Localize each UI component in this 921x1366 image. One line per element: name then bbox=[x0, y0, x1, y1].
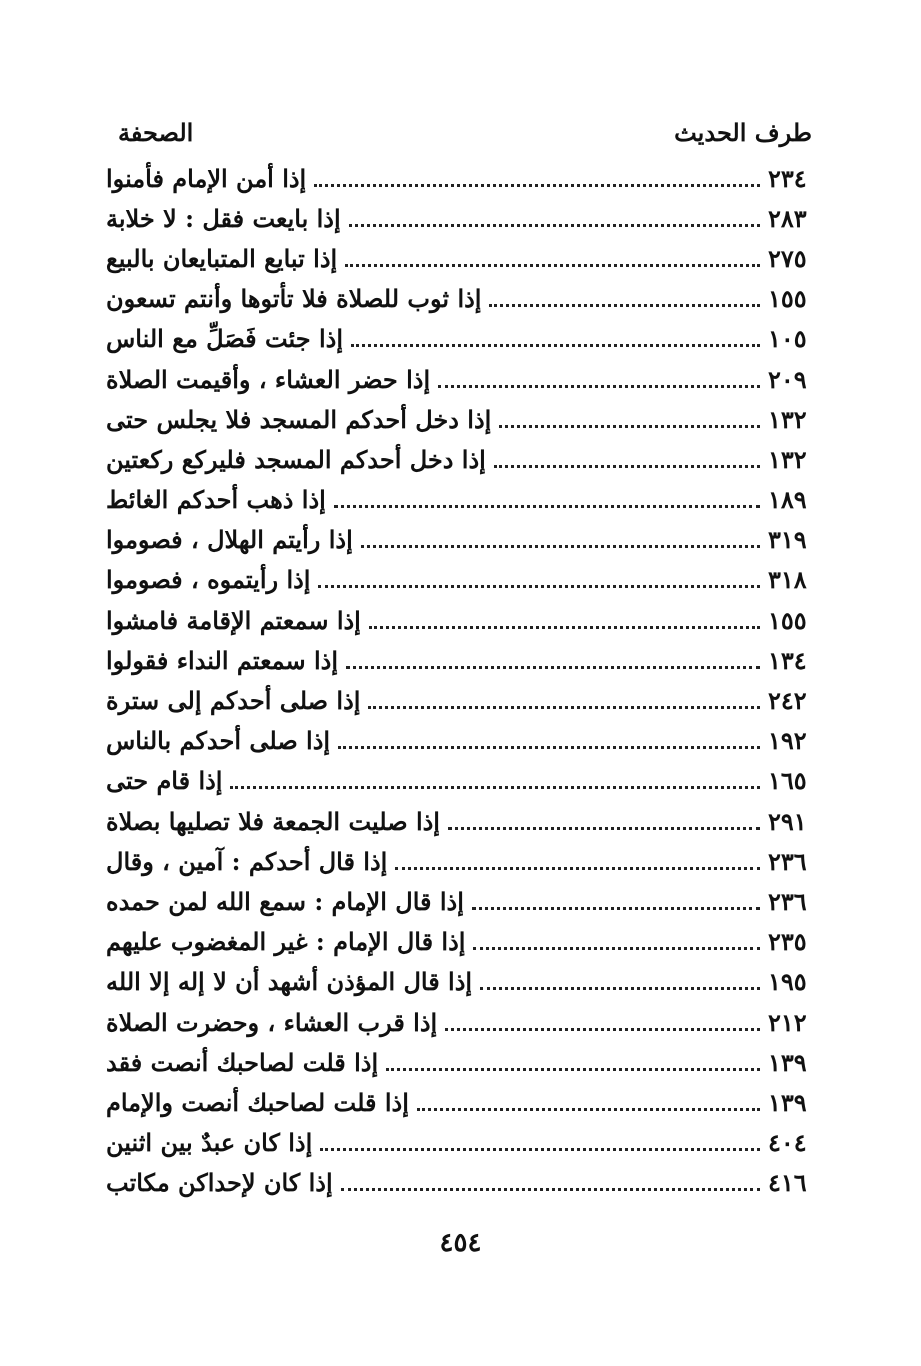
entry-page-number: ١٥٥ bbox=[768, 284, 807, 314]
index-entry bbox=[106, 962, 812, 1002]
dot-leader bbox=[417, 1108, 760, 1111]
entry-page-number: ٣١٨ bbox=[768, 565, 807, 595]
entry-page-number: ١٣٩ bbox=[768, 1047, 807, 1077]
column-title-page: الصحفة bbox=[118, 118, 194, 147]
dot-leader bbox=[386, 1068, 760, 1071]
entry-text: إذا كان عبدٌ بين اثنين bbox=[106, 1128, 313, 1158]
entry-text: إذا بايعت فقل : لا خلابة bbox=[106, 203, 341, 233]
index-entry bbox=[106, 721, 812, 761]
entry-text: إذا أمن الإمام فأمنوا bbox=[106, 163, 307, 193]
entry-text: إذا قلت لصاحبك أنصت فقد bbox=[106, 1047, 379, 1077]
index-entry bbox=[106, 881, 812, 921]
entry-text: إذا سمعتم الإقامة فامشوا bbox=[106, 605, 361, 635]
dot-leader bbox=[448, 827, 760, 830]
page-number: ٤٥٤ bbox=[439, 1228, 482, 1258]
index-entry bbox=[106, 359, 812, 399]
entry-page-number: ١٠٥ bbox=[768, 324, 807, 354]
entry-text: إذا تبايع المتبايعان بالبيع bbox=[106, 243, 338, 273]
dot-leader bbox=[480, 987, 760, 990]
dot-leader bbox=[341, 1188, 760, 1191]
dot-leader bbox=[369, 626, 760, 629]
index-entry bbox=[106, 600, 812, 640]
index-entry bbox=[106, 399, 812, 439]
entry-text: إذا صلى أحدكم إلى سترة bbox=[106, 686, 361, 716]
entry-page-number: ٤٠٤ bbox=[768, 1128, 807, 1158]
entry-page-number: ١٥٥ bbox=[768, 605, 807, 635]
dot-leader bbox=[368, 706, 760, 709]
index-header bbox=[118, 118, 812, 152]
entry-page-number: ٢٣٥ bbox=[768, 927, 807, 957]
column-title-hadith: طرف الحديث bbox=[674, 118, 812, 147]
index-entry bbox=[106, 319, 812, 359]
index-entry bbox=[106, 560, 812, 600]
dot-leader bbox=[345, 264, 760, 267]
dot-leader bbox=[395, 867, 760, 870]
entry-page-number: ١٣٢ bbox=[768, 444, 807, 474]
dot-leader bbox=[445, 1028, 760, 1031]
index-entry bbox=[106, 238, 812, 278]
index-entry bbox=[106, 520, 812, 560]
entry-page-number: ٤١٦ bbox=[768, 1168, 807, 1198]
entry-page-number: ٢٣٦ bbox=[768, 846, 807, 876]
entry-text: إذا رأيتموه ، فصوموا bbox=[106, 565, 311, 595]
entry-page-number: ١٩٥ bbox=[768, 967, 807, 997]
entry-page-number: ١٦٥ bbox=[768, 766, 807, 796]
index-entry bbox=[106, 158, 812, 198]
dot-leader bbox=[472, 907, 760, 910]
entry-page-number: ٢٣٤ bbox=[768, 163, 807, 193]
entry-page-number: ١٩٢ bbox=[768, 726, 807, 756]
entry-page-number: ٣١٩ bbox=[768, 525, 807, 555]
index-entry bbox=[106, 439, 812, 479]
entry-text: إذا قلت لصاحبك أنصت والإمام bbox=[106, 1087, 409, 1117]
index-entry bbox=[106, 680, 812, 720]
entry-text: إذا صليت الجمعة فلا تصليها بصلاة bbox=[106, 806, 440, 836]
entry-text: إذا دخل أحدكم المسجد فليركع ركعتين bbox=[106, 444, 486, 474]
entry-page-number: ٢٤٢ bbox=[768, 686, 807, 716]
index-entry bbox=[106, 1163, 812, 1203]
entry-page-number: ٢٩١ bbox=[768, 806, 807, 836]
dot-leader bbox=[314, 184, 760, 187]
index-entry bbox=[106, 1123, 812, 1163]
entry-text: إذا قال الإمام : غير المغضوب عليهم bbox=[106, 927, 466, 957]
index-entries-list bbox=[106, 158, 812, 1203]
entry-text: إذا ذهب أحدكم الغائط bbox=[106, 485, 326, 515]
index-entry bbox=[106, 279, 812, 319]
dot-leader bbox=[349, 224, 760, 227]
entry-text: إذا قال أحدكم : آمين ، وقال bbox=[106, 846, 388, 876]
dot-leader bbox=[438, 385, 760, 388]
index-entry bbox=[106, 1042, 812, 1082]
index-entry bbox=[106, 198, 812, 238]
entry-page-number: ١٣٩ bbox=[768, 1087, 807, 1117]
index-entry bbox=[106, 922, 812, 962]
dot-leader bbox=[351, 344, 760, 347]
dot-leader bbox=[230, 786, 760, 789]
index-entry bbox=[106, 1002, 812, 1042]
dot-leader bbox=[489, 304, 760, 307]
entry-text: إذا رأيتم الهلال ، فصوموا bbox=[106, 525, 353, 555]
entry-text: إذا سمعتم النداء فقولوا bbox=[106, 645, 339, 675]
entry-text: إذا صلى أحدكم بالناس bbox=[106, 726, 331, 756]
dot-leader bbox=[494, 465, 760, 468]
entry-text: إذا كان لإحداكن مكاتب bbox=[106, 1168, 333, 1198]
index-entry bbox=[106, 480, 812, 520]
entry-text: إذا قال الإمام : سمع الله لمن حمده bbox=[106, 886, 464, 916]
dot-leader bbox=[346, 666, 760, 669]
index-entry bbox=[106, 841, 812, 881]
dot-leader bbox=[499, 425, 760, 428]
entry-page-number: ٢١٢ bbox=[768, 1007, 807, 1037]
entry-page-number: ٢٧٥ bbox=[768, 243, 807, 273]
entry-text: إذا حضر العشاء ، وأقيمت الصلاة bbox=[106, 364, 431, 394]
entry-text: إذا قرب العشاء ، وحضرت الصلاة bbox=[106, 1007, 438, 1037]
entry-page-number: ٢٨٣ bbox=[768, 203, 807, 233]
entry-text: إذا دخل أحدكم المسجد فلا يجلس حتى bbox=[106, 404, 492, 434]
dot-leader bbox=[338, 746, 760, 749]
entry-text: إذا قال المؤذن أشهد أن لا إله إلا الله bbox=[106, 967, 473, 997]
dot-leader bbox=[361, 545, 760, 548]
dot-leader bbox=[318, 585, 760, 588]
entry-page-number: ١٣٤ bbox=[768, 645, 807, 675]
dot-leader bbox=[334, 505, 760, 508]
index-entry bbox=[106, 801, 812, 841]
dot-leader bbox=[473, 947, 760, 950]
index-entry bbox=[106, 640, 812, 680]
entry-text: إذا جئت فَصَلِّ مع الناس bbox=[106, 324, 344, 354]
entry-text: إذا قام حتى bbox=[106, 766, 223, 796]
dot-leader bbox=[320, 1148, 760, 1151]
entry-page-number: ١٨٩ bbox=[768, 485, 807, 515]
entry-text: إذا ثوب للصلاة فلا تأتوها وأنتم تسعون bbox=[106, 284, 482, 314]
entry-page-number: ٢٣٦ bbox=[768, 886, 807, 916]
index-entry bbox=[106, 1082, 812, 1122]
index-entry bbox=[106, 761, 812, 801]
entry-page-number: ٢٠٩ bbox=[768, 364, 807, 394]
entry-page-number: ١٣٢ bbox=[768, 404, 807, 434]
